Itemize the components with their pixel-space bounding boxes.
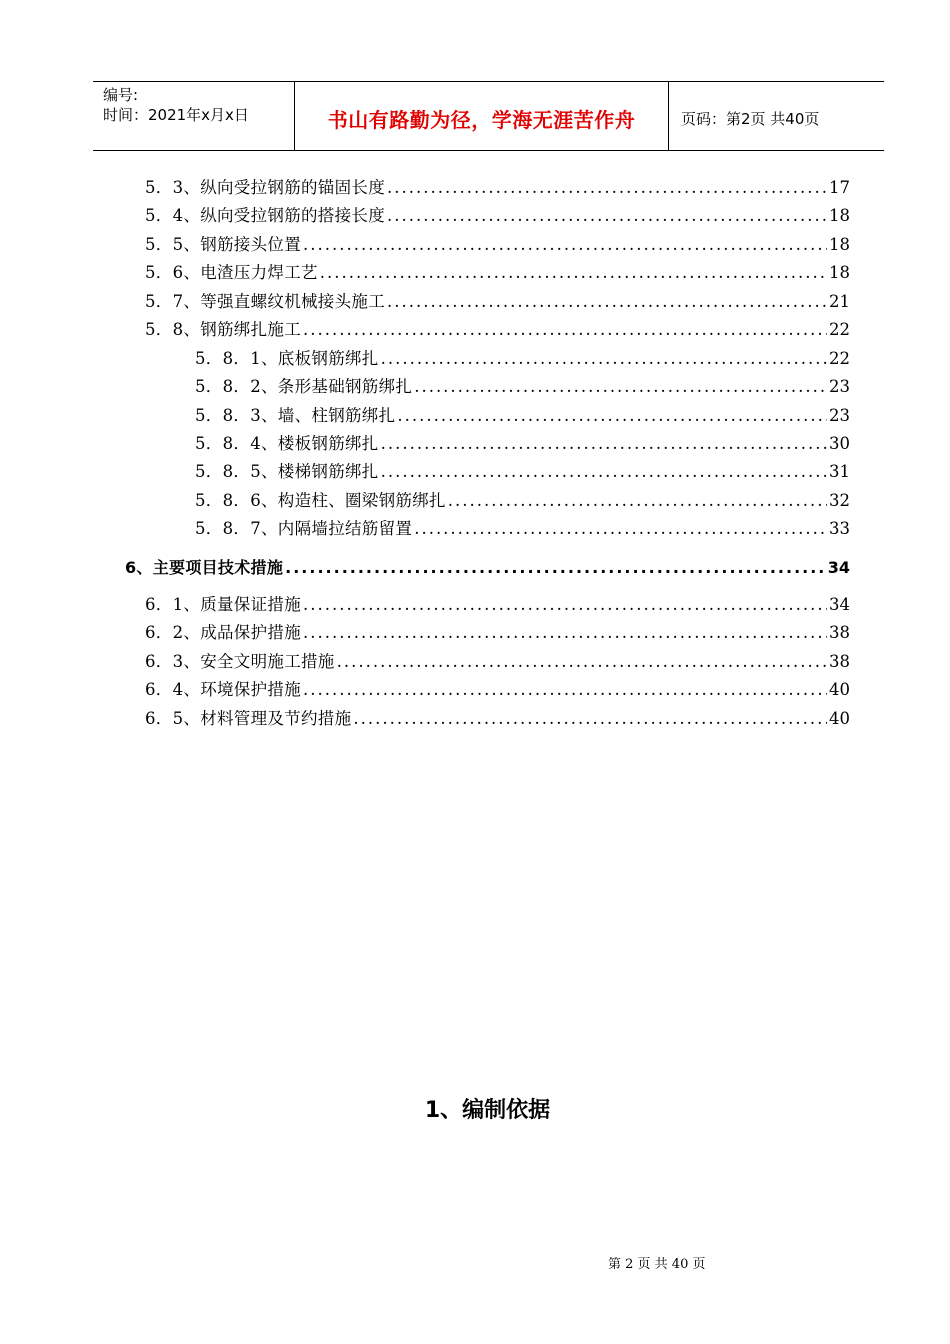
header-motto-cell	[295, 82, 669, 150]
toc-chapter-entry[interactable]	[125, 557, 850, 579]
toc-entry[interactable]	[145, 177, 850, 199]
toc-leader-dots	[387, 205, 827, 227]
toc-entry[interactable]	[145, 291, 850, 313]
toc-entry-page: 22	[829, 320, 850, 339]
toc-entry-label: 5．8．5、楼梯钢筋绑扎	[195, 462, 379, 481]
toc-entry-page: 34	[829, 595, 850, 614]
toc-leader-dots	[397, 405, 827, 427]
toc-entry-label: 5．4、纵向受拉钢筋的搭接长度	[145, 206, 385, 225]
toc-entry-page: 40	[829, 709, 850, 728]
toc-entry-page: 33	[829, 519, 850, 538]
toc-leader-dots	[414, 518, 827, 540]
toc-entry[interactable]	[145, 234, 850, 256]
toc-leader-dots	[381, 461, 827, 483]
toc-entry-page: 21	[829, 292, 850, 311]
toc-entry[interactable]	[145, 319, 850, 341]
toc-leader-dots	[381, 348, 827, 370]
toc-leader-dots	[381, 433, 827, 455]
toc-entry-page: 18	[829, 263, 850, 282]
toc-entry[interactable]	[145, 205, 850, 227]
toc-leader-dots	[303, 234, 827, 256]
toc-entry[interactable]	[195, 405, 850, 427]
toc-entry-page: 38	[829, 623, 850, 642]
toc-entry-page: 18	[829, 235, 850, 254]
page-footer: 第 2 页 共 40 页	[608, 1257, 706, 1272]
toc-entry-label: 6．5、材料管理及节约措施	[145, 709, 352, 728]
toc-entry-page: 40	[829, 680, 850, 699]
document-number-label: 编号:	[103, 86, 139, 104]
header-page-code: 页码：第2页 共40页	[681, 110, 820, 128]
toc-entry[interactable]	[145, 594, 850, 616]
toc-leader-dots	[448, 490, 827, 512]
toc-entry-label: 5．8．4、楼板钢筋绑扎	[195, 434, 379, 453]
header-page-cell	[669, 82, 884, 150]
toc-entry-page: 30	[829, 434, 850, 453]
toc-entry[interactable]	[195, 348, 850, 370]
toc-leader-dots	[387, 291, 827, 313]
toc-leader-dots	[353, 708, 827, 730]
section-heading: 1、编制依据	[424, 1098, 551, 1123]
toc-entry[interactable]	[195, 461, 850, 483]
toc-entry-label: 5．8．3、墙、柱钢筋绑扎	[195, 406, 396, 425]
toc-entry-page: 23	[829, 406, 850, 425]
toc-leader-dots	[303, 594, 827, 616]
toc-leader-dots	[337, 651, 827, 673]
toc-entry-label: 5．3、纵向受拉钢筋的锚固长度	[145, 178, 385, 197]
toc-entry[interactable]	[145, 622, 850, 644]
toc-entry-label: 5．8．2、条形基础钢筋绑扎	[195, 377, 413, 396]
header-info-cell	[93, 82, 295, 150]
toc-entry-label: 5．8、钢筋绑扎施工	[145, 320, 301, 339]
toc-entry-page: 17	[829, 178, 850, 197]
toc-entry-label: 5．8．1、底板钢筋绑扎	[195, 349, 379, 368]
toc-entry-label: 5．7、等强直螺纹机械接头施工	[145, 292, 385, 311]
toc-entry-page: 23	[829, 377, 850, 396]
toc-entry[interactable]	[145, 262, 850, 284]
toc-entry-label: 5．8．7、内隔墙拉结筋留置	[195, 519, 413, 538]
toc-entry[interactable]	[145, 651, 850, 673]
toc-entry-label: 6、主要项目技术措施	[125, 558, 284, 577]
toc-leader-dots	[303, 622, 827, 644]
page-header	[93, 81, 884, 151]
toc-leader-dots	[303, 319, 827, 341]
toc-entry-label: 6．1、质量保证措施	[145, 595, 301, 614]
toc-entry-label: 5．6、电渣压力焊工艺	[145, 263, 318, 282]
toc-entry-label: 5．5、钢筋接头位置	[145, 235, 301, 254]
toc-entry-label: 6．4、环境保护措施	[145, 680, 301, 699]
toc-leader-dots	[320, 262, 827, 284]
toc-entry-label: 6．3、安全文明施工措施	[145, 652, 335, 671]
toc-leader-dots	[285, 557, 826, 579]
toc-entry-page: 34	[827, 558, 850, 577]
toc-entry-page: 31	[829, 462, 850, 481]
toc-entry[interactable]	[195, 490, 850, 512]
toc-entry-label: 6．2、成品保护措施	[145, 623, 301, 642]
toc-leader-dots	[303, 679, 827, 701]
toc-entry[interactable]	[145, 708, 850, 730]
toc-entry-page: 18	[829, 206, 850, 225]
document-time-label: 时间：2021年x月x日	[103, 106, 249, 124]
header-motto: 书山有路勤为径，学海无涯苦作舟	[327, 108, 636, 132]
toc-leader-dots	[414, 376, 827, 398]
toc-entry[interactable]	[195, 518, 850, 540]
toc-entry-page: 38	[829, 652, 850, 671]
toc-entry[interactable]	[195, 433, 850, 455]
toc-entry[interactable]	[145, 679, 850, 701]
toc-leader-dots	[387, 177, 827, 199]
toc-entry-label: 5．8．6、构造柱、圈梁钢筋绑扎	[195, 491, 446, 510]
toc-entry-page: 32	[829, 491, 850, 510]
toc-entry[interactable]	[195, 376, 850, 398]
toc-entry-page: 22	[829, 349, 850, 368]
